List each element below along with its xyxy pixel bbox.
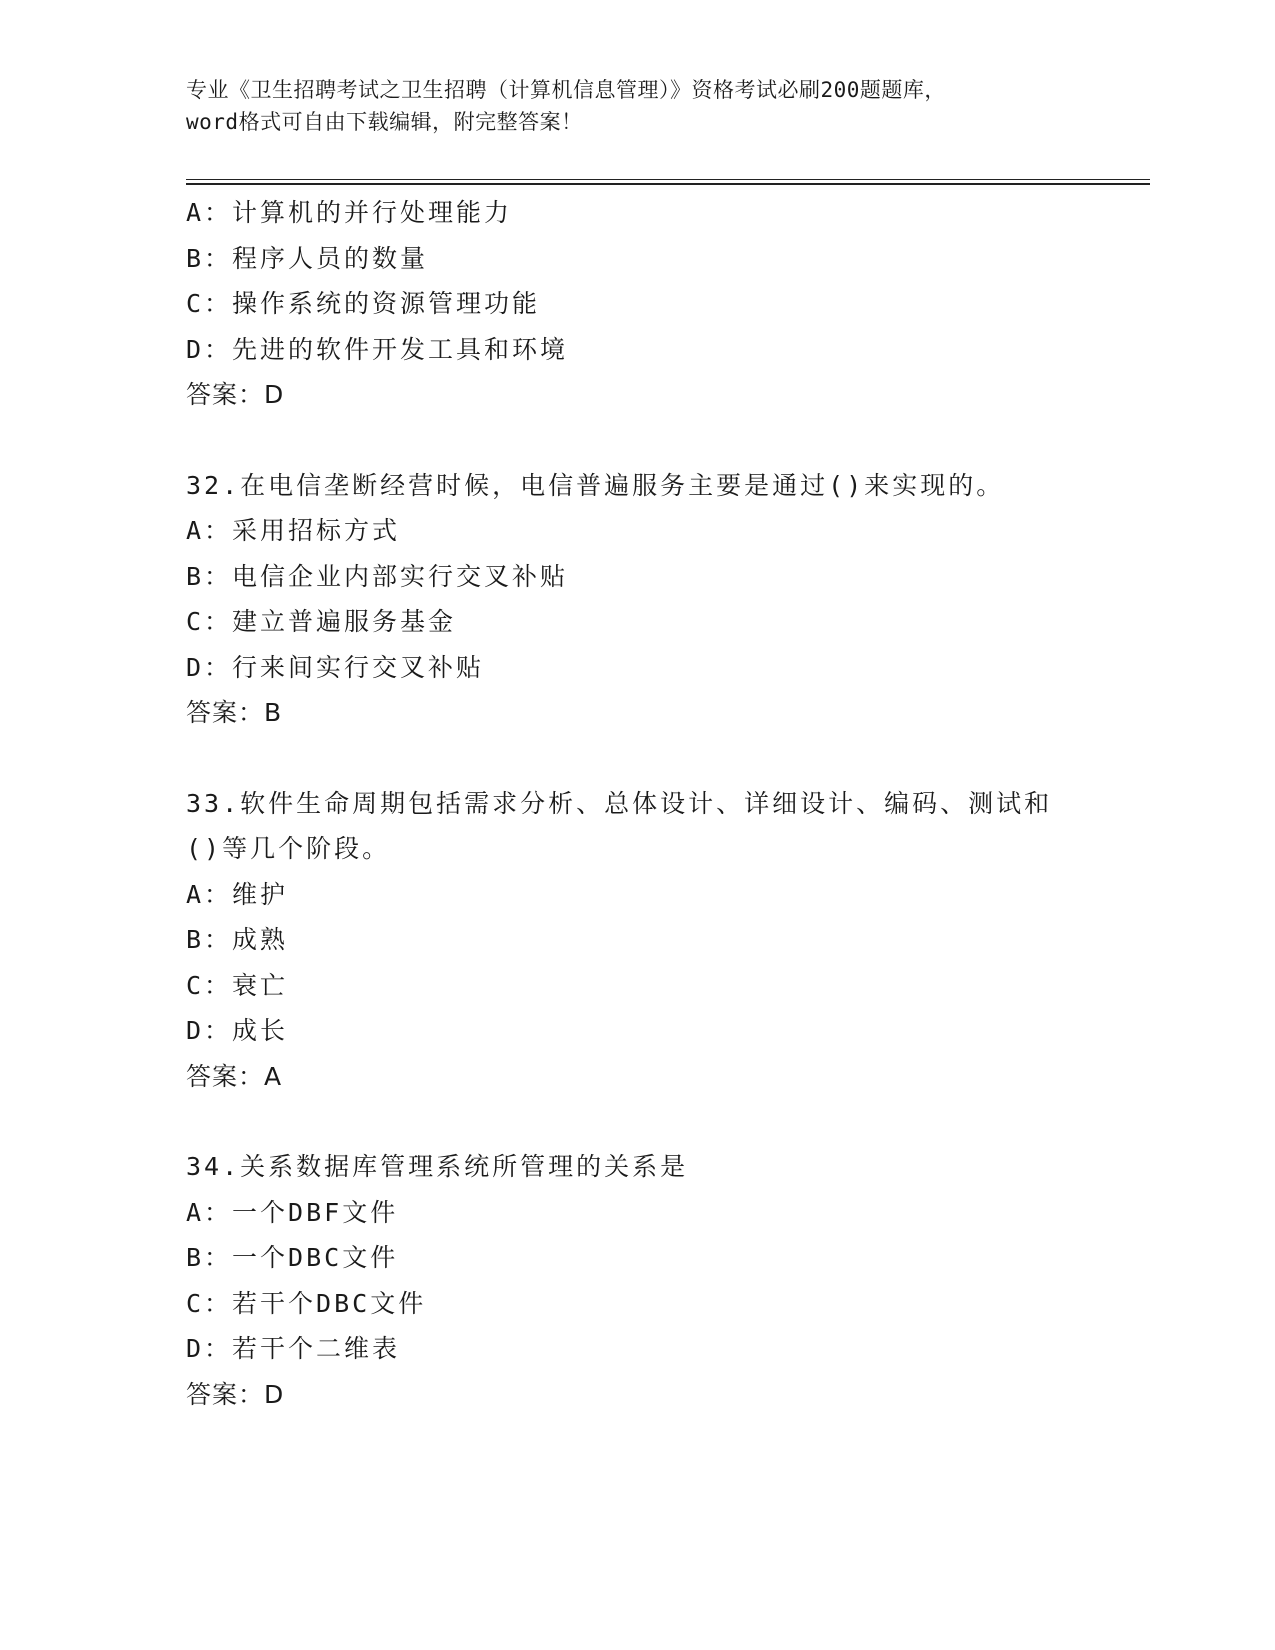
- question-stem: 34.关系数据库管理系统所管理的关系是: [186, 1152, 689, 1181]
- header-divider-thick: [186, 183, 1150, 185]
- answer-line: 答案：B: [186, 698, 283, 727]
- option-a: A：采用招标方式: [186, 516, 401, 545]
- option-d: D：行来间实行交叉补贴: [186, 652, 485, 682]
- question-stem-continued: ()等几个阶段。: [186, 834, 391, 863]
- option-c: C：建立普遍服务基金: [186, 607, 457, 636]
- question-list: [186, 190, 1136, 1417]
- question-34: [186, 1144, 1136, 1417]
- option-b: B：一个DBC文件: [186, 1243, 399, 1272]
- question-33: [186, 781, 1136, 1100]
- option-a: A：计算机的并行处理能力: [186, 198, 513, 227]
- header-divider-thin: [186, 179, 1150, 180]
- option-b: B：程序人员的数量: [186, 243, 429, 273]
- header-title-line-2: word格式可自由下载编辑，附完整答案！: [186, 110, 583, 134]
- option-c: C：衰亡: [186, 970, 289, 1000]
- document-header: [186, 74, 1066, 138]
- question-stem: 33.软件生命周期包括需求分析、总体设计、详细设计、编码、测试和: [186, 788, 1053, 818]
- option-b: B：成熟: [186, 925, 289, 954]
- option-a: A：维护: [186, 879, 289, 909]
- option-d: D：成长: [186, 1016, 289, 1045]
- question-stem: 32.在电信垄断经营时候，电信普遍服务主要是通过()来实现的。: [186, 470, 1005, 500]
- answer-line: 答案：D: [186, 380, 285, 409]
- option-a: A：一个DBF文件: [186, 1197, 399, 1227]
- header-title-line-1: 专业《卫生招聘考试之卫生招聘（计算机信息管理）》资格考试必刷200题题库，: [186, 78, 946, 102]
- answer-line: 答案：A: [186, 1061, 283, 1091]
- option-c: C：若干个DBC文件: [186, 1288, 427, 1318]
- option-b: B：电信企业内部实行交叉补贴: [186, 561, 569, 591]
- answer-line: 答案：D: [186, 1379, 285, 1409]
- option-c: C：操作系统的资源管理功能: [186, 289, 541, 318]
- question-31-continued: [186, 190, 1136, 418]
- option-d: D：若干个二维表: [186, 1334, 401, 1363]
- option-d: D：先进的软件开发工具和环境: [186, 334, 569, 364]
- question-32: [186, 463, 1136, 736]
